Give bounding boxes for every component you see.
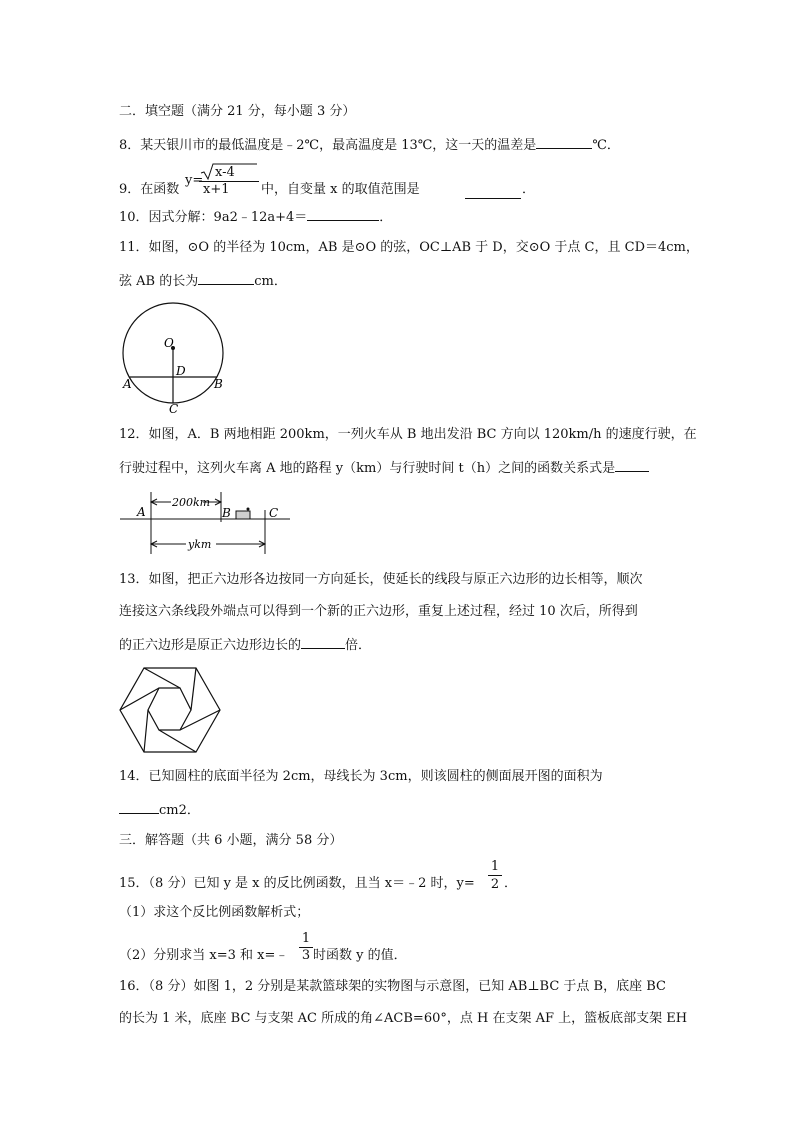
question-9-end: ． — [522, 182, 536, 197]
answer-blank — [615, 458, 649, 472]
question-15-text: 15．（8 分）已知 y 是 x 的反比例函数，且当 x＝﹣2 时，y= — [119, 876, 475, 891]
question-13-end: 倍． — [345, 638, 372, 653]
question-9-y: y= — [185, 173, 204, 188]
question-12-text: 行驶过程中，这列火车离 A 地的路程 y（km）与行驶时间 t（h）之间的函数关系式是 — [119, 461, 616, 476]
label-b: B — [222, 506, 231, 520]
question-15-end: ． — [504, 876, 518, 891]
train-icon — [236, 511, 250, 519]
question-16-line-1: 16．（8 分）如图 1，2 分别是某款篮球架的实物图与示意图，已知 AB⊥BC 于点 B，底座 BC — [119, 979, 666, 994]
label-y-distance: ykm — [188, 538, 212, 551]
railway-figure — [118, 488, 293, 562]
question-14-line-2 — [119, 800, 200, 820]
label-a: A — [137, 505, 146, 519]
question-15-denominator: 2 — [490, 877, 500, 892]
question-14-line-1: 14．已知圆柱的底面半径为 2cm，母线长为 3cm，则该圆柱的侧面展开图的面积为 — [119, 769, 603, 784]
question-13-line-3 — [119, 635, 371, 655]
question-10-end: ． — [379, 210, 393, 225]
question-9-prefix: 9．在函数 — [119, 182, 180, 197]
answer-blank — [301, 635, 345, 649]
railway-diagram — [118, 488, 293, 558]
question-15-part-1: （1）求这个反比例函数解析式； — [119, 905, 310, 920]
question-16-line-2: 的长为 1 米，底座 BC 与支架 AC 所成的角∠ACB=60°，点 H 在支架 AF 上，篮板底部支架 EH — [119, 1011, 688, 1026]
question-11-line-2 — [119, 271, 287, 291]
question-15-part-2-text: （2）分别求当 x=3 和 x=﹣ — [119, 948, 289, 963]
label-c: C — [169, 402, 179, 416]
hexagon-figure — [118, 664, 222, 760]
answer-blank — [119, 800, 159, 814]
answer-blank — [465, 185, 521, 199]
question-9-numerator: x-4 — [215, 165, 235, 180]
inner-hexagon — [148, 688, 191, 730]
label-b: B — [214, 377, 223, 391]
section-heading-solutions: 三．解答题（共 6 小题，满分 58 分） — [119, 833, 343, 848]
question-15-part-2-numerator: 1 — [301, 931, 311, 946]
question-12-line-1: 12．如图，A．B 两地相距 200km，一列火车从 B 地出发沿 BC 方向以 120km/h 的速度行驶，在 — [119, 427, 697, 442]
circle-figure — [118, 296, 228, 420]
question-13-text: 的正六边形是原正六边形边长的 — [119, 638, 302, 653]
circle-diagram — [118, 296, 228, 416]
question-8 — [119, 135, 620, 155]
question-11-unit: cm． — [254, 274, 287, 289]
question-8-text: 8．某天银川市的最低温度是﹣2℃，最高温度是 13℃，这一天的温差是 — [119, 138, 537, 153]
hexagon-diagram — [118, 664, 222, 756]
question-9-denominator: x+1 — [203, 182, 230, 197]
label-a: A — [123, 377, 132, 391]
question-12-line-2 — [119, 458, 649, 478]
answer-blank — [536, 135, 592, 149]
question-8-unit: ℃． — [592, 138, 620, 153]
answer-blank — [307, 207, 379, 221]
question-11-line-1: 11．如图，⊙O 的半径为 10cm，AB 是⊙O 的弦，OC⊥AB 于 D，交⊙O 于点 C，且 CD＝4cm， — [119, 240, 699, 255]
question-10-text: 10．因式分解：9a2﹣12a+4＝ — [119, 210, 308, 225]
answer-blank — [198, 271, 254, 285]
label-c: C — [269, 506, 279, 520]
question-15-numerator: 1 — [490, 859, 500, 874]
label-d: D — [176, 364, 186, 378]
label-o: O — [164, 336, 174, 350]
question-9-suffix: 中，自变量 x 的取值范围是 — [261, 182, 420, 197]
question-13-line-2: 连接这六条线段外端点可以得到一个新的正六边形，重复上述过程，经过 10 次后，所得到 — [119, 604, 638, 619]
question-14-unit: cm2． — [159, 803, 200, 818]
question-11-text: 弦 AB 的长为 — [119, 274, 199, 289]
question-13-line-1: 13．如图，把正六边形各边按同一方向延长，使延长的线段与原正六边形的边长相等，顺次 — [119, 572, 643, 587]
question-10 — [119, 207, 392, 227]
section-heading-fill-in: 二．填空题（满分 21 分，每小题 3 分） — [119, 104, 356, 119]
question-15-part-2-end: 时函数 y 的值． — [313, 948, 407, 963]
question-15-part-2-denominator: 3 — [301, 948, 311, 963]
label-distance: 200km — [172, 496, 211, 509]
outer-hexagon — [120, 668, 220, 752]
